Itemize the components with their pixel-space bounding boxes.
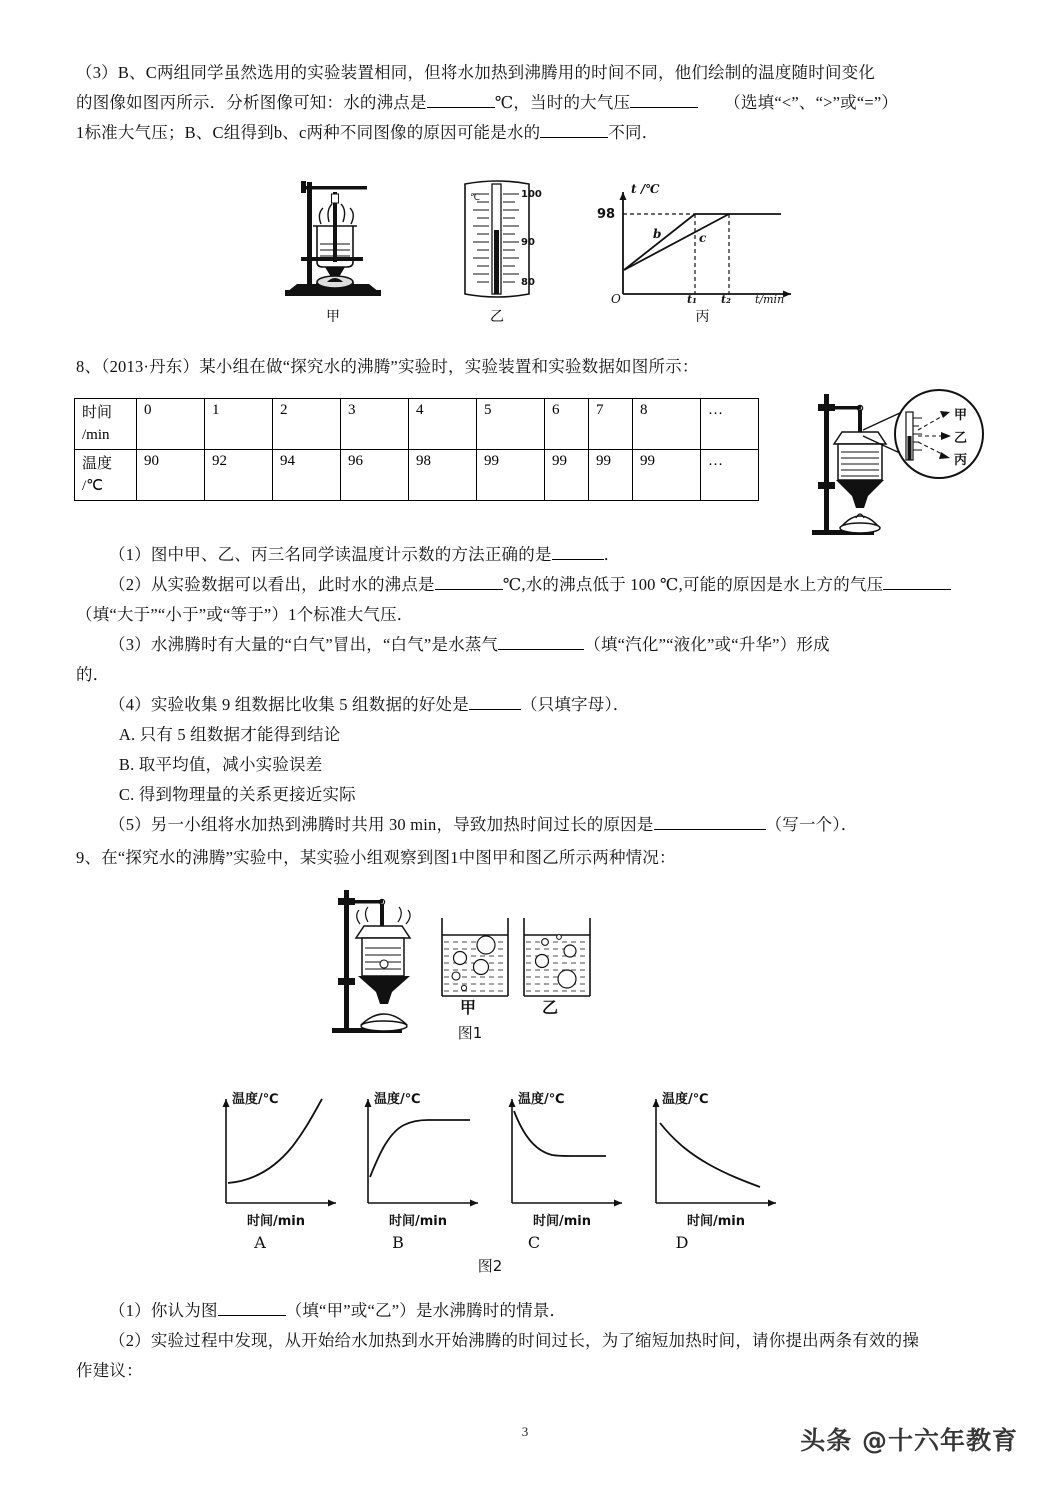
cell-temp-3: 96 — [341, 450, 409, 501]
cell-time-8: 8 — [633, 399, 701, 450]
q8-sub4-a: （4）实验收集 9 组数据比收集 5 组数据的好处是 — [109, 695, 469, 714]
q7-line2-a: 的图像如图丙所示．分析图像可知：水的沸点是 — [76, 93, 427, 112]
graph-option-a — [223, 1091, 337, 1252]
svg-text:90: 90 — [521, 237, 535, 248]
cell-time-5: 5 — [477, 399, 545, 450]
cell-temp-2: 94 — [273, 450, 341, 501]
page-number: 3 — [521, 1424, 529, 1439]
q9-sub1-a: （1）你认为图 — [109, 1301, 218, 1320]
answer-blank-water-property[interactable] — [540, 137, 608, 138]
svg-text:B: B — [392, 1233, 404, 1252]
svg-text:乙: 乙 — [954, 431, 968, 446]
answer-blank-pressure-relation[interactable] — [883, 589, 951, 590]
q8-sub-5 — [76, 810, 981, 840]
svg-text:时间/min: 时间/min — [246, 1214, 306, 1229]
row-header-time-line2: /min — [82, 427, 110, 443]
svg-text:98: 98 — [597, 207, 616, 222]
q9-sub1-b: （填“甲”或“乙”）是水沸腾时的情景． — [285, 1301, 567, 1320]
heating-apparatus-icon — [273, 172, 393, 304]
svg-text:O: O — [611, 292, 621, 304]
svg-text:℃: ℃ — [470, 193, 481, 203]
svg-text:温度/℃: 温度/℃ — [518, 1092, 565, 1107]
q8-sub1-end: ． — [603, 545, 621, 564]
q7-line-2 — [76, 88, 976, 118]
svg-text:丙: 丙 — [954, 453, 968, 468]
row-header-time-line1: 时间 — [82, 405, 113, 421]
svg-text:乙: 乙 — [541, 998, 559, 1017]
question-7-part3-text — [76, 58, 976, 148]
cell-temp-0: 90 — [137, 450, 205, 501]
svg-text:C: C — [527, 1233, 541, 1252]
q9-sub-2-cont: 作建议： — [76, 1361, 143, 1380]
svg-text:t/min: t/min — [755, 293, 785, 304]
svg-text:时间/min: 时间/min — [388, 1214, 448, 1229]
q8-sub5-a: （5）另一小组将水加热到沸腾时共用 30 min，导致加热时间过长的原因是 — [109, 815, 654, 834]
cell-temp-1: 92 — [205, 450, 273, 501]
boiling-water-apparatus-with-callout-icon — [806, 378, 996, 543]
cell-temp-7: 99 — [589, 450, 633, 501]
graph-option-b — [365, 1091, 479, 1252]
experiment-data-table — [74, 398, 759, 501]
svg-text:c: c — [699, 231, 707, 245]
q8-sub2-a: （2）从实验数据可以看出，此时水的沸点是 — [109, 575, 435, 594]
svg-text:温度/℃: 温度/℃ — [232, 1092, 279, 1107]
row-header-time — [75, 399, 137, 450]
svg-text:t₁: t₁ — [687, 293, 697, 304]
figure-bing — [595, 176, 810, 326]
svg-text:b: b — [653, 227, 662, 241]
q8-sub1-text: （1）图中甲、乙、丙三名同学读温度计示数的方法正确的是 — [109, 545, 552, 564]
q8-option-a: A. 只有 5 组数据才能得到结论 — [118, 725, 341, 744]
cell-temp-ellipsis: … — [701, 450, 759, 501]
svg-text:D: D — [675, 1233, 689, 1252]
q8-sub-1 — [76, 540, 981, 570]
svg-text:80: 80 — [521, 277, 535, 288]
question-8-subquestions — [76, 540, 981, 840]
watermark-text: 头条 @十六年教育 — [800, 1426, 1018, 1455]
answer-blank-correct-reader[interactable] — [552, 559, 604, 560]
answer-blank-option-letter[interactable] — [469, 709, 521, 710]
figure-1-icon — [318, 878, 618, 1043]
answer-blank-boiling-point[interactable] — [427, 107, 495, 108]
question-9-heading: 9、在“探究水的沸腾”实验中，某实验小组观察到图1中图甲和图乙所示两种情况： — [76, 848, 676, 867]
figure-2-block — [208, 1085, 788, 1280]
cell-temp-6: 99 — [545, 450, 589, 501]
table-row-time — [75, 399, 759, 450]
figure-jia-caption: 甲 — [326, 309, 340, 325]
q8-option-c: C. 得到物理量的关系更接近实际 — [118, 785, 356, 804]
figure-1-block — [318, 878, 618, 1063]
question-9-subquestions — [76, 1296, 981, 1386]
figure-bing-caption: 丙 — [695, 309, 710, 325]
cell-time-1: 1 — [205, 399, 273, 450]
q7-line2-b: ℃，当时的大气压 — [494, 93, 631, 112]
cell-temp-4: 98 — [409, 450, 477, 501]
cell-time-7: 7 — [589, 399, 633, 450]
svg-text:甲: 甲 — [459, 998, 477, 1017]
cell-temp-5: 99 — [477, 450, 545, 501]
svg-text:A: A — [254, 1233, 266, 1252]
figure-q8-apparatus — [806, 378, 996, 543]
svg-text:t /℃: t /℃ — [631, 182, 660, 196]
q8-sub3-b: （填“汽化”“液化”或“升华”）形成 — [584, 635, 830, 654]
figure-row-jia-yi-bing — [255, 172, 815, 332]
q8-sub5-b: （写一个）． — [765, 815, 858, 834]
q7-line-1: （3）B、C两组同学虽然选用的实验装置相同，但将水加热到沸腾用的时间不同，他们绘制的温度随时间变化 — [76, 63, 876, 82]
cell-time-4: 4 — [409, 399, 477, 450]
answer-blank-boiling-point-value[interactable] — [435, 589, 503, 590]
q8-sub4-b: （只填字母）． — [520, 695, 630, 714]
table-row-temperature — [75, 450, 759, 501]
q8-sub3-a: （3）水沸腾时有大量的“白气”冒出，“白气”是水蒸气 — [109, 635, 499, 654]
row-header-temp-line1: 温度 — [82, 456, 113, 472]
svg-text:时间/min: 时间/min — [532, 1214, 592, 1229]
graph-option-c — [509, 1091, 623, 1252]
answer-blank-long-heating-reason[interactable] — [654, 829, 766, 830]
q9-sub-1 — [76, 1296, 981, 1326]
q8-sub-3 — [76, 630, 981, 660]
cell-time-6: 6 — [545, 399, 589, 450]
svg-text:时间/min: 时间/min — [686, 1214, 746, 1229]
cell-time-3: 3 — [341, 399, 409, 450]
row-header-temp-line2: /℃ — [82, 478, 104, 494]
q8-sub-3-cont: 的． — [76, 665, 110, 684]
svg-text:甲: 甲 — [954, 408, 968, 423]
cell-time-ellipsis: … — [701, 399, 759, 450]
q9-sub-2: （2）实验过程中发现，从开始给水加热到水开始沸腾的时间过长，为了缩短加热时间，请你提出两条有效的操 — [109, 1331, 920, 1350]
row-header-temperature — [75, 450, 137, 501]
svg-text:t₂: t₂ — [721, 293, 731, 304]
svg-text:100: 100 — [521, 189, 542, 200]
q8-sub-4 — [76, 690, 981, 720]
q8-sub-2 — [76, 570, 981, 600]
cell-temp-8: 99 — [633, 450, 701, 501]
svg-text:温度/℃: 温度/℃ — [662, 1092, 709, 1107]
graph-option-d — [653, 1091, 777, 1252]
q7-line3-a: 1标准大气压；B、C组得到b、c两种不同图像的原因可能是水的 — [76, 123, 541, 142]
figure-jia — [273, 172, 393, 326]
q8-sub-2-cont: （填“大于”“小于”或“等于”）1个标准大气压． — [76, 605, 414, 624]
answer-blank-phase-change[interactable] — [498, 649, 584, 650]
figure-yi — [437, 178, 557, 326]
answer-blank-pressure-compare[interactable] — [630, 107, 698, 108]
q7-line-3 — [76, 118, 976, 148]
answer-blank-boiling-scene[interactable] — [218, 1315, 286, 1316]
svg-text:图2: 图2 — [477, 1257, 503, 1275]
cell-time-0: 0 — [137, 399, 205, 450]
temperature-time-graph-icon — [595, 176, 810, 304]
q7-line3-b: 不同． — [608, 123, 659, 142]
svg-text:温度/℃: 温度/℃ — [374, 1092, 421, 1107]
figure-2-icon — [208, 1085, 788, 1275]
q8-sub2-b: ℃,水的沸点低于 100 ℃,可能的原因是水上方的气压 — [502, 575, 884, 594]
thermometer-icon — [437, 178, 557, 304]
q8-option-b: B. 取平均值，减小实验误差 — [118, 755, 323, 774]
question-8-heading: 8、（2013·丹东）某小组在做“探究水的沸腾”实验时，实验装置和实验数据如图所示： — [76, 357, 699, 376]
q7-line2-c: （选填“<”、“>”或“=”） — [724, 93, 899, 112]
figure-yi-caption: 乙 — [490, 309, 504, 325]
svg-text:图1: 图1 — [457, 1024, 483, 1042]
cell-time-2: 2 — [273, 399, 341, 450]
